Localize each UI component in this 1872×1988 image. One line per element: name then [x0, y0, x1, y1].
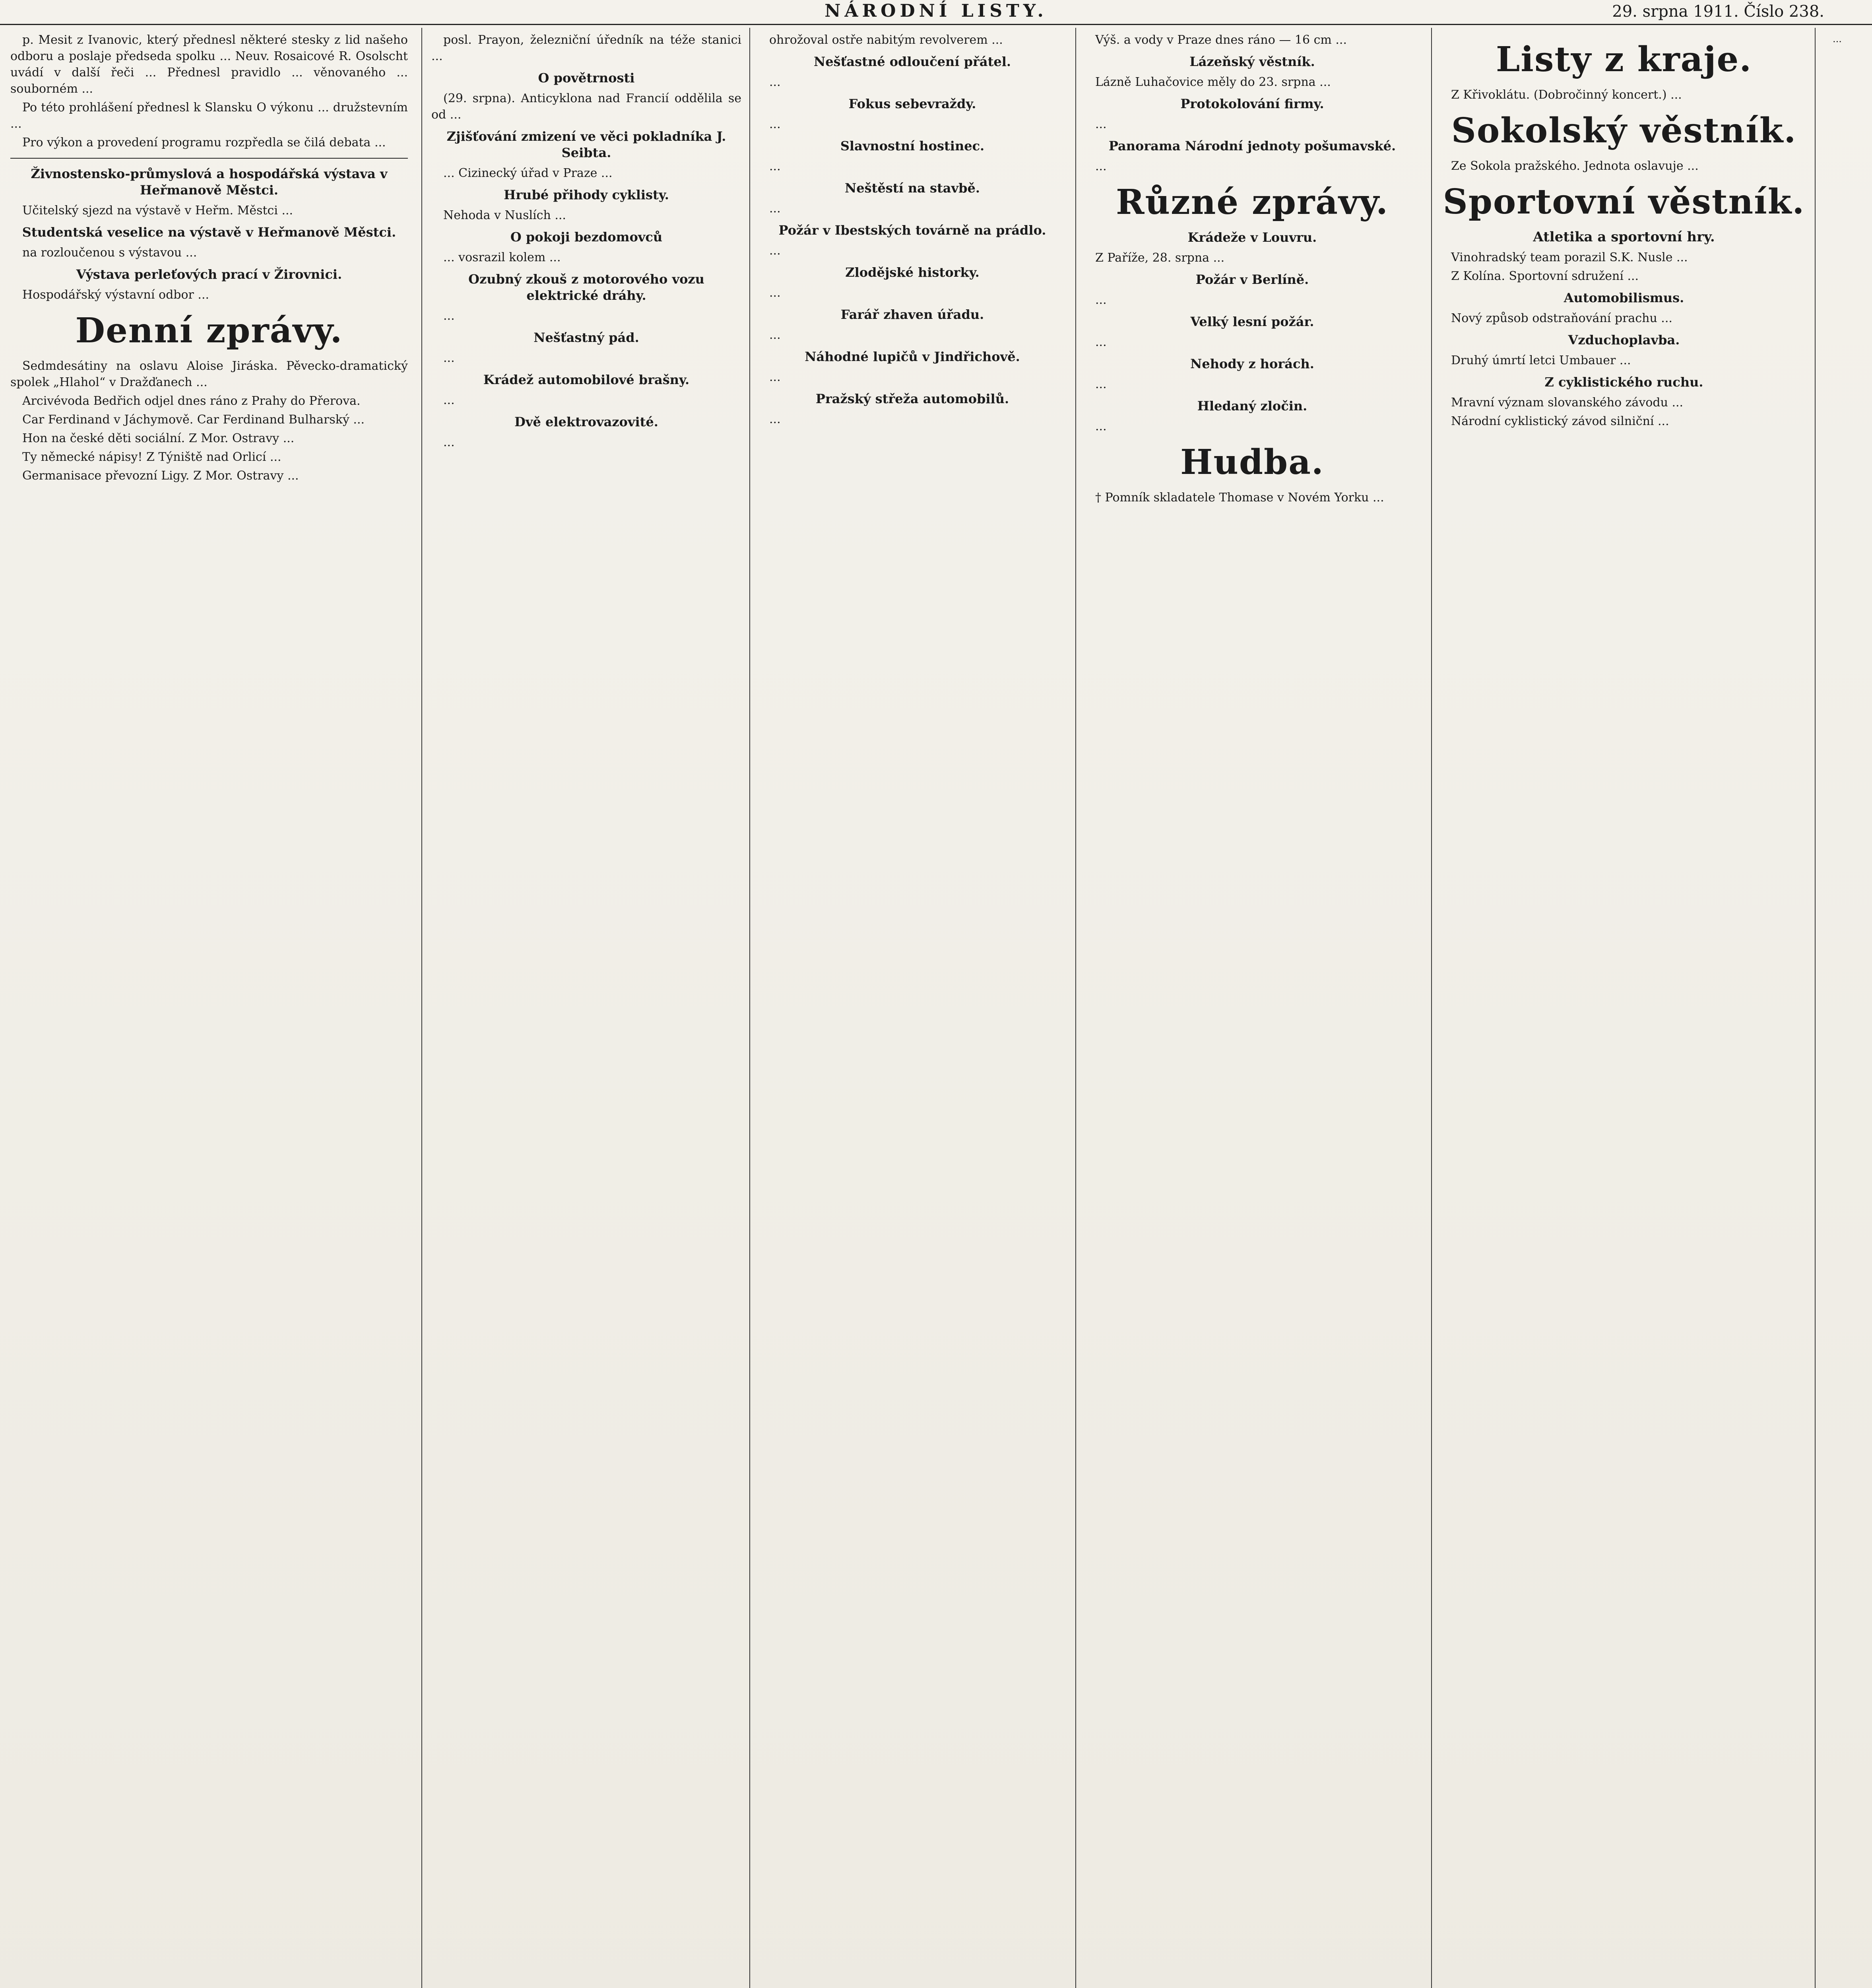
article-headline: Požár v Berlíně.	[1195, 272, 1309, 287]
section-title: Sokolský věstník.	[1451, 111, 1797, 151]
column-5	[1439, 32, 1809, 1988]
paragraph: ...	[1095, 419, 1107, 433]
article-headline: Krádež automobilové brašny.	[483, 372, 690, 387]
section-title: Denní zprávy.	[75, 311, 343, 351]
paragraph: ...	[769, 412, 781, 426]
paragraph: ...	[1095, 117, 1107, 131]
article-headline: Zlodějské historky.	[845, 265, 980, 280]
paragraph: Nehoda v Nuslích ...	[443, 208, 566, 222]
paragraph: na rozloučenou s výstavou ...	[22, 246, 197, 260]
article-headline: Fokus sebevraždy.	[848, 96, 976, 111]
paragraph: Hon na české děti sociální. Z Mor. Ostravy ...	[22, 431, 295, 445]
divider	[10, 158, 408, 159]
paragraph: † Pomník skladatele Thomase v Novém Yorku ...	[1095, 491, 1384, 505]
article-headline: Krádeže v Louvru.	[1187, 230, 1317, 245]
paragraph: Sedmdesátiny na oslavu Aloise Jiráska. Pěvecko-dramatický spolek „Hlahol“ v Dražďanech ...	[10, 359, 408, 389]
paragraph: Ty německé nápisy! Z Týniště nad Orlicí ...	[22, 450, 281, 464]
article-headline: Z cyklistického ruchu.	[1544, 375, 1703, 390]
article-headline: Nešťastné odloučení přátel.	[814, 54, 1011, 69]
article-headline: Nehody z horách.	[1190, 356, 1314, 371]
paragraph: ohrožoval ostře nabitým revolverem ...	[769, 33, 1003, 47]
paragraph: posl. Prayon, železniční úředník na téže stanici ...	[431, 33, 741, 63]
column-divider	[1075, 28, 1076, 1988]
column-2	[431, 32, 741, 1988]
paragraph: ...	[769, 75, 781, 89]
paragraph: ...	[769, 286, 781, 300]
paragraph: ...	[1095, 335, 1107, 349]
article-headline: Zjišťování zmizení ve věci pokladníka J. Seibta.	[446, 129, 726, 160]
paragraph: Z Křivoklátu. (Dobročinný koncert.) ...	[1451, 88, 1682, 102]
paragraph: Ze Sokola pražského. Jednota oslavuje ...	[1451, 159, 1699, 173]
article-headline: Pražský střeža automobilů.	[815, 391, 1009, 406]
article-headline: Panorama Národní jednoty pošumavské.	[1108, 138, 1396, 153]
article-headline: Ozubný zkouš z motorového vozu elektrické dráhy.	[468, 272, 704, 303]
column-divider	[1431, 28, 1432, 1988]
paragraph: ...	[1095, 377, 1107, 391]
paragraph: ...	[769, 370, 781, 384]
article-headline: Farář zhaven úřadu.	[840, 307, 984, 322]
paragraph: Z Paříže, 28. srpna ...	[1095, 251, 1225, 265]
paragraph: ...	[1095, 293, 1107, 307]
paragraph: ...	[769, 202, 781, 215]
article-headline: Výstava perleťových prací v Žirovnici.	[76, 267, 342, 282]
paragraph: Arcivévoda Bedřich odjel dnes ráno z Prahy do Přerova.	[22, 394, 361, 408]
article-headline: Hledaný zločin.	[1197, 398, 1307, 414]
column-3	[757, 32, 1067, 1988]
paragraph: Druhý úmrtí letci Umbauer ...	[1451, 353, 1631, 367]
paragraph: Vinohradský team porazil S.K. Nusle ...	[1451, 250, 1688, 264]
article-headline: Slavnostní hostinec.	[840, 138, 985, 153]
paragraph: Po této prohlášení přednesl k Slansku O výkonu ... družstevním ...	[10, 101, 408, 131]
section-title: Sportovní věstník.	[1443, 182, 1805, 222]
paragraph: Germanisace převozní Ligy. Z Mor. Ostravy ...	[22, 469, 299, 483]
article-headline: O povětrnosti	[538, 70, 635, 85]
paragraph: ...	[769, 117, 781, 131]
article-headline: Dvě elektrovazovité.	[514, 414, 658, 429]
article-headline: Lázeňský věstník.	[1189, 54, 1315, 69]
column-6-cutoff	[1821, 32, 1872, 1988]
issue-date-number: 29. srpna 1911. Číslo 238.	[1612, 2, 1824, 21]
paragraph: Národní cyklistický závod silniční ...	[1451, 414, 1669, 428]
section-title: Hudba.	[1180, 442, 1324, 482]
paragraph: (29. srpna). Anticyklona nad Francií oddělila se od ...	[431, 91, 741, 122]
section-subtitle: Atletika a sportovní hry.	[1533, 229, 1715, 245]
column-divider	[1815, 28, 1816, 1988]
paragraph: ...	[443, 393, 455, 407]
paragraph: Car Ferdinand v Jáchymově. Car Ferdinand Bulharský ...	[22, 413, 365, 427]
page-header	[0, 0, 1872, 25]
paragraph: ...	[443, 309, 455, 323]
article-headline: Náhodné lupičů v Jindřichově.	[805, 349, 1020, 364]
section-title: Různé zprávy.	[1115, 182, 1389, 222]
article-headline: Vzduchoplavba.	[1568, 332, 1680, 348]
column-divider	[749, 28, 750, 1988]
paragraph: p. Mesit z Ivanovic, který přednesl některé stesky z lid našeho odboru a poslaje předseda spolku ... Neuv. Rosaicové R. Osolscht uvádí v další řeči ... Přednesl pravidlo ... věnovaného ... souborném ...	[10, 33, 408, 96]
paragraph: ...	[769, 244, 781, 258]
article-headline: Neštěstí na stavbě.	[845, 181, 980, 196]
article-headline: O pokoji bezdomovců	[510, 229, 663, 245]
article-headline: Hrubé přihody cyklisty.	[504, 187, 669, 202]
column-divider	[421, 28, 422, 1988]
paragraph: Nový způsob odstraňování prachu ...	[1451, 311, 1672, 325]
column-1	[10, 32, 408, 1988]
paragraph: Z Kolína. Sportovní sdružení ...	[1451, 269, 1639, 283]
paragraph: Výš. a vody v Praze dnes ráno — 16 cm ...	[1095, 33, 1347, 47]
paragraph: Mravní význam slovanského závodu ...	[1451, 396, 1684, 410]
article-headline: Studentská veselice na výstavě v Heřmanově Městci.	[22, 225, 396, 240]
paragraph: ...	[769, 328, 781, 342]
article-headline: Automobilismus.	[1564, 290, 1684, 305]
paragraph: ... Cizinecký úřad v Praze ...	[443, 166, 613, 180]
paragraph: ... vosrazil kolem ...	[443, 250, 561, 264]
paragraph: Učitelský sjezd na výstavě v Heřm. Městci ...	[22, 204, 293, 217]
paragraph: Pro výkon a provedení programu rozpředla se čilá debata ...	[22, 136, 386, 149]
article-headline: Protokolování firmy.	[1180, 96, 1324, 111]
paragraph: ...	[1833, 33, 1842, 45]
article-headline: Živnostensko-průmyslová a hospodářská výstava v Heřmanově Městci.	[31, 166, 388, 198]
section-title: Listy z kraje.	[1496, 39, 1752, 80]
paragraph: ...	[443, 435, 455, 449]
paragraph: Lázně Luhačovice měly do 23. srpna ...	[1095, 75, 1331, 89]
article-headline: Velký lesní požár.	[1190, 314, 1314, 329]
paragraph: ...	[443, 351, 455, 365]
paragraph: ...	[769, 159, 781, 173]
masthead: NÁRODNÍ LISTY.	[824, 1, 1048, 21]
paragraph: Hospodářský výstavní odbor ...	[22, 288, 210, 302]
article-headline: Nešťastný pád.	[533, 330, 639, 345]
article-headline: Požár v Ibestských továrně na prádlo.	[778, 223, 1046, 238]
paragraph: ...	[1095, 159, 1107, 173]
column-4	[1083, 32, 1421, 1988]
